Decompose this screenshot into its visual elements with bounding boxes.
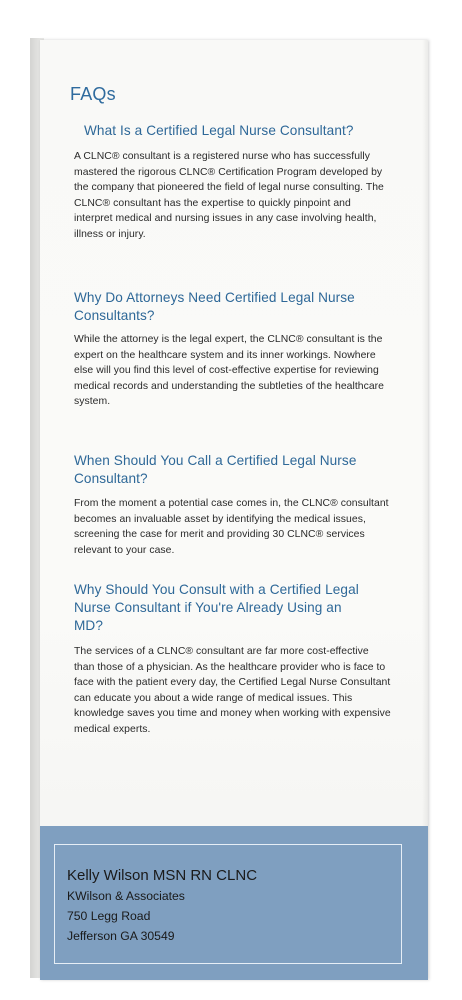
contact-footer — [40, 826, 428, 980]
brochure-panel — [40, 40, 428, 980]
contact-street: 750 Legg Road — [67, 909, 151, 923]
contact-name: Kelly Wilson MSN RN CLNC — [67, 867, 258, 884]
faq-answer-3: From the moment a potential case comes in, the CLNC® consultant becomes an invaluable asset by identifying the medical issues, screening the case for merit and providing 30 CLNC® services relevant to your case. — [74, 498, 389, 556]
contact-city: Jefferson GA 30549 — [67, 929, 175, 943]
faq-question-3: When Should You Call a Certified Legal Nurse Consultant? — [74, 453, 357, 486]
faq-question-4: Why Should You Consult with a Certified Legal Nurse Consultant if You're Already Using an MD? — [74, 582, 359, 633]
contact-company: KWilson & Associates — [67, 889, 185, 903]
contact-box — [54, 844, 402, 964]
faq-answer-4: The services of a CLNC® consultant are far more cost-effective than those of a physician. As the healthcare provider who is face to face with the patient every day, the Certified Legal Nurse Consultant can educate you about a wide range of medical issues. This knowledge saves you time and money when working with expensive medical experts. — [74, 646, 391, 735]
faq-question-2: Why Do Attorneys Need Certified Legal Nurse Consultants? — [74, 290, 355, 323]
faq-question-1: What Is a Certified Legal Nurse Consultant? — [84, 123, 354, 138]
faq-answer-2: While the attorney is the legal expert, the CLNC® consultant is the expert on the healthcare system and its inner workings. Nowhere else will you find this level of cost-effective expertise for reviewing medical records and understanding the subtleties of the healthcare system. — [74, 334, 385, 408]
faq-heading: FAQs — [70, 84, 116, 104]
faq-answer-1: A CLNC® consultant is a registered nurse who has successfully mastered the rigorous CLNC® Certification Program developed by the company that pioneered the field of legal nurse consulting. The CLNC® consultant has the expertise to quickly pinpoint and interpret medical and nursing issues in any case involving health, illness or injury. — [74, 151, 384, 240]
